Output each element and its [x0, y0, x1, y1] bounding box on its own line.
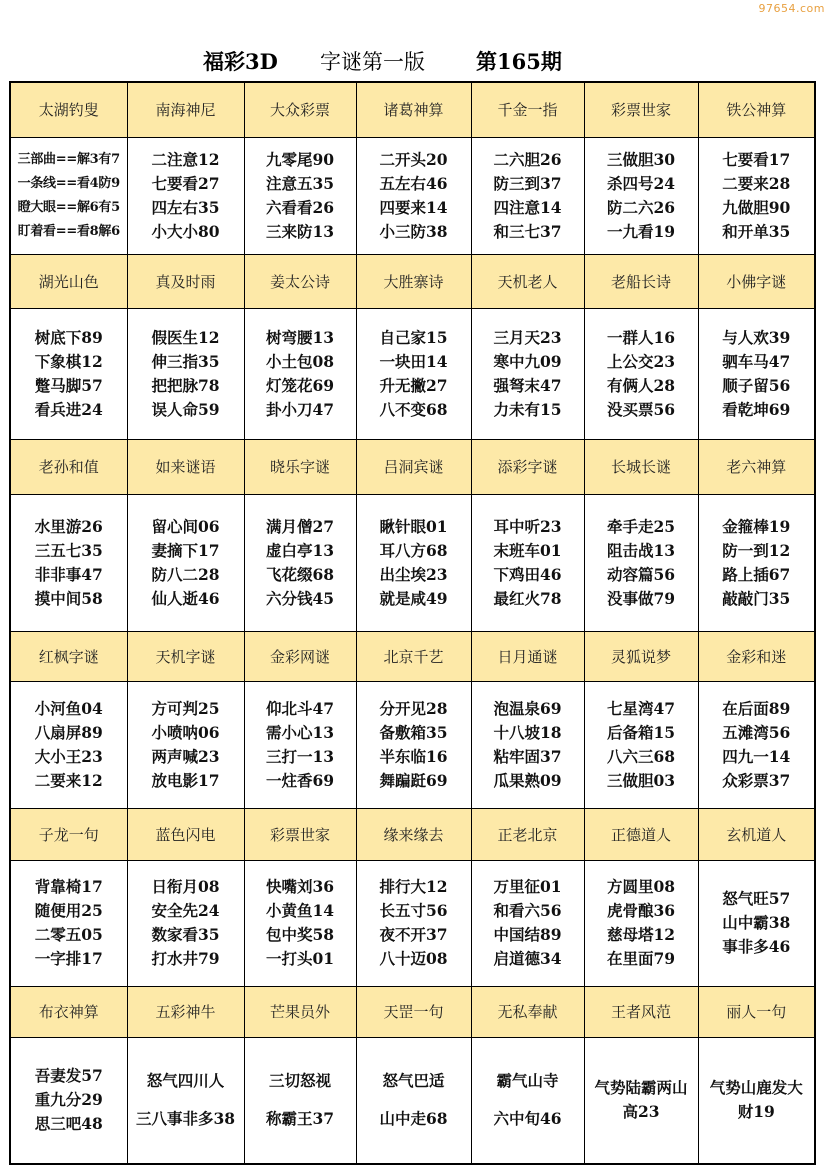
- author-header: 真及时雨: [127, 254, 244, 308]
- riddle-line: 强弩末47: [493, 375, 562, 395]
- author-header: 玄机道人: [698, 808, 815, 860]
- riddle-line: 三部曲==解3有7: [17, 151, 120, 167]
- page-title: [0, 44, 827, 78]
- author-header: 蓝色闪电: [127, 808, 244, 860]
- riddle-line: 怒气巴适: [382, 1071, 445, 1091]
- riddle-cell: [471, 860, 584, 986]
- riddle-line: 包中奖58: [265, 925, 335, 944]
- riddle-line: 误人命59: [151, 399, 220, 419]
- riddle-line: 舞蹁跹69: [379, 770, 448, 790]
- riddle-line: 一字排17: [34, 949, 103, 968]
- riddle-line: 一打头01: [265, 949, 335, 968]
- riddle-line: 分开见28: [379, 698, 448, 718]
- riddle-line: 仰北斗47: [265, 698, 335, 718]
- author-header: 太湖钓叟: [10, 82, 127, 137]
- author-header: 日月通谜: [471, 631, 584, 681]
- riddle-line: 耳八方68: [379, 540, 448, 560]
- author-header: 大众彩票: [244, 82, 356, 137]
- author-header: 金彩网谜: [244, 631, 356, 681]
- author-header: 无私奉献: [471, 986, 584, 1037]
- title-lottery: 福彩3D: [203, 49, 278, 74]
- riddle-line: 重九分29: [34, 1090, 103, 1110]
- riddle-line: 排行大12: [379, 877, 448, 896]
- riddle-line: 看乾坤69: [722, 399, 791, 419]
- riddle-line: 两声喊23: [151, 746, 220, 766]
- riddle-line: 后备箱15: [606, 722, 676, 742]
- riddle-line: 在后面89: [722, 698, 791, 718]
- riddle-line: 打水井79: [151, 949, 220, 968]
- riddle-cell: [244, 860, 356, 986]
- riddle-line: 树弯腰13: [265, 327, 335, 347]
- riddle-line: 启道德34: [493, 949, 562, 968]
- riddle-cell: [10, 494, 127, 631]
- riddle-line: 和三七37: [493, 221, 562, 241]
- riddle-line: 二注意12: [151, 149, 220, 169]
- riddle-cell: [244, 137, 356, 254]
- riddle-line: 路上插67: [722, 564, 791, 584]
- riddle-cell: [244, 1037, 356, 1164]
- riddle-line: 山中霸38: [722, 913, 791, 932]
- riddle-line: 满月僧27: [265, 516, 335, 536]
- riddle-cell: [471, 494, 584, 631]
- riddle-line: 有俩人28: [606, 375, 676, 395]
- riddle-line: 九零尾90: [265, 149, 335, 169]
- riddle-line: 霸气山寺: [496, 1071, 559, 1091]
- author-header: 铁公神算: [698, 82, 815, 137]
- riddle-line: 事非多46: [722, 937, 791, 956]
- riddle-line: 半东临16: [379, 746, 448, 766]
- header-row: [10, 439, 815, 494]
- riddle-line: 把把脉78: [151, 375, 220, 395]
- riddle-line: 灯笼花69: [265, 375, 335, 395]
- author-header: 南海神尼: [127, 82, 244, 137]
- riddle-line: 瞪大眼==解6有5: [17, 199, 120, 215]
- author-header: 如来谜语: [127, 439, 244, 494]
- riddle-line: 小三防38: [379, 221, 448, 241]
- riddle-line: 粘牢固37: [493, 746, 562, 766]
- riddle-line: 伸三指35: [151, 351, 220, 371]
- riddle-cell: [356, 681, 471, 808]
- riddle-line: 慈母塔12: [606, 925, 676, 944]
- riddle-line: 和看六56: [493, 901, 562, 920]
- riddle-line: 需小心13: [265, 722, 335, 742]
- riddle-line: 三来防13: [265, 221, 335, 241]
- riddle-line: 吾妻发57: [34, 1066, 103, 1086]
- riddle-cell: [244, 681, 356, 808]
- riddle-cell: [584, 308, 698, 439]
- riddle-line: 就是咸49: [379, 588, 448, 608]
- riddle-line: 耳中听23: [493, 516, 562, 536]
- riddle-cell: [10, 681, 127, 808]
- riddle-line: 五左右46: [379, 173, 448, 193]
- riddle-cell: [584, 860, 698, 986]
- header-row: [10, 631, 815, 681]
- riddle-line: 假医生12: [151, 327, 220, 347]
- riddle-cell: [127, 308, 244, 439]
- riddle-line: 一块田14: [379, 351, 448, 371]
- riddle-line: 三八事非多38: [135, 1109, 236, 1129]
- author-header: 长城长谜: [584, 439, 698, 494]
- riddle-line: 出尘埃23: [379, 564, 448, 584]
- riddle-line: 瓜果熟09: [493, 770, 562, 790]
- riddle-line: 日衔月08: [151, 877, 220, 896]
- riddle-line: 六分钱45: [265, 588, 335, 608]
- riddle-line: 上公交23: [606, 351, 676, 371]
- riddle-line: 顺子留56: [722, 375, 791, 395]
- author-header: 彩票世家: [244, 808, 356, 860]
- riddle-cell: [584, 137, 698, 254]
- riddle-line: 小喷呐06: [151, 722, 220, 742]
- riddle-line: 最红火78: [493, 588, 562, 608]
- riddle-cell: [698, 860, 815, 986]
- riddle-line: 留心间06: [151, 516, 220, 536]
- riddle-line: 小土包08: [265, 351, 335, 371]
- title-edition: 字谜第一版: [320, 50, 425, 74]
- author-header: 灵狐说梦: [584, 631, 698, 681]
- riddle-line: 七要看17: [722, 149, 791, 169]
- riddle-line: 小大小80: [151, 221, 220, 241]
- riddle-line: 牵手走25: [606, 516, 676, 536]
- riddle-line: 二要来12: [34, 770, 103, 790]
- riddle-line: 五滩湾56: [722, 722, 791, 742]
- riddle-cell: [698, 1037, 815, 1164]
- riddle-line: 自己家15: [379, 327, 448, 347]
- author-header: 彩票世家: [584, 82, 698, 137]
- riddle-line: 二开头20: [379, 149, 448, 169]
- author-header: 芒果员外: [244, 986, 356, 1037]
- header-row: [10, 82, 815, 137]
- riddle-line: 思三吧48: [34, 1114, 103, 1134]
- riddle-cell: [10, 860, 127, 986]
- riddle-line: 气势山鹿发大财19: [709, 1078, 803, 1122]
- riddle-line: 三做胆30: [606, 149, 676, 169]
- riddle-line: 防一到12: [722, 540, 791, 560]
- riddle-line: 八十迈08: [379, 949, 448, 968]
- riddle-line: 快嘴刘36: [265, 877, 335, 896]
- riddle-line: 非非事47: [34, 564, 103, 584]
- riddle-cell: [356, 137, 471, 254]
- riddle-line: 泡温泉69: [493, 698, 562, 718]
- riddle-line: 寒中九09: [493, 351, 562, 371]
- riddle-line: 与人欢39: [722, 327, 791, 347]
- author-header: 老孙和值: [10, 439, 127, 494]
- riddle-line: 没事做79: [606, 588, 676, 608]
- author-header: 布衣神算: [10, 986, 127, 1037]
- author-header: 五彩神牛: [127, 986, 244, 1037]
- author-header: 千金一指: [471, 82, 584, 137]
- riddle-cell: [471, 1037, 584, 1164]
- author-header: 老六神算: [698, 439, 815, 494]
- riddle-cell: [356, 494, 471, 631]
- riddle-line: 仙人逝46: [151, 588, 220, 608]
- riddle-line: 四要来14: [379, 197, 448, 217]
- author-header: 王者风范: [584, 986, 698, 1037]
- riddle-line: 大小王23: [34, 746, 103, 766]
- riddle-cell: [127, 1037, 244, 1164]
- riddle-cell: [471, 137, 584, 254]
- riddle-line: 小河鱼04: [34, 698, 103, 718]
- riddle-cell: [584, 681, 698, 808]
- riddle-line: 安全先24: [151, 901, 220, 920]
- riddle-line: 数家看35: [151, 925, 220, 944]
- author-header: 正德道人: [584, 808, 698, 860]
- riddle-cell: [698, 308, 815, 439]
- riddle-line: 七要看27: [151, 173, 220, 193]
- riddle-line: 一九看19: [606, 221, 676, 241]
- riddle-line: 下鸡田46: [493, 564, 562, 584]
- riddle-line: 防三到37: [493, 173, 562, 193]
- author-header: 添彩字谜: [471, 439, 584, 494]
- riddle-cell: [698, 494, 815, 631]
- riddle-line: 怒气四川人: [146, 1071, 225, 1091]
- riddle-line: 下象棋12: [34, 351, 103, 371]
- author-header: 小佛字谜: [698, 254, 815, 308]
- riddle-line: 随便用25: [34, 901, 103, 920]
- riddle-line: 驷车马47: [722, 351, 791, 371]
- site-watermark: 97654.com: [758, 2, 825, 15]
- riddle-line: 敲敲门35: [722, 588, 791, 608]
- riddle-line: 杀四号24: [606, 173, 676, 193]
- riddle-line: 三月天23: [493, 327, 562, 347]
- riddle-line: 一条线==看4防9: [17, 175, 120, 191]
- riddle-line: 夜不开37: [379, 925, 448, 944]
- author-header: 金彩和迷: [698, 631, 815, 681]
- riddle-row: [10, 681, 815, 808]
- author-header: 北京千艺: [356, 631, 471, 681]
- riddle-line: 四左右35: [151, 197, 220, 217]
- riddle-cell: [584, 1037, 698, 1164]
- riddle-line: 瞅针眼01: [379, 516, 448, 536]
- riddle-cell: [127, 860, 244, 986]
- author-header: 子龙一句: [10, 808, 127, 860]
- riddle-line: 末班车01: [493, 540, 562, 560]
- riddle-line: 一炷香69: [265, 770, 335, 790]
- riddle-line: 四九一14: [722, 746, 791, 766]
- riddle-cell: [584, 494, 698, 631]
- riddle-line: 二六胆26: [493, 149, 562, 169]
- riddle-cell: [10, 308, 127, 439]
- riddle-line: 背靠椅17: [34, 877, 103, 896]
- riddle-line: 看兵进24: [34, 399, 103, 419]
- author-header: 诸葛神算: [356, 82, 471, 137]
- riddle-line: 八不变68: [379, 399, 448, 419]
- riddle-line: 摸中间58: [34, 588, 103, 608]
- author-header: 缘来缘去: [356, 808, 471, 860]
- riddle-line: 妻摘下17: [151, 540, 220, 560]
- riddle-line: 防二六26: [606, 197, 676, 217]
- riddle-line: 三五七35: [34, 540, 103, 560]
- riddle-line: 升无撇27: [379, 375, 448, 395]
- riddle-row: [10, 137, 815, 254]
- author-header: 正老北京: [471, 808, 584, 860]
- riddle-cell: [356, 860, 471, 986]
- author-header: 天罡一句: [356, 986, 471, 1037]
- riddle-line: 二要来28: [722, 173, 791, 193]
- riddle-line: 三做胆03: [606, 770, 676, 790]
- riddle-table: [9, 81, 816, 1165]
- riddle-line: 和开单35: [722, 221, 791, 241]
- riddle-line: 众彩票37: [722, 770, 791, 790]
- riddle-cell: [127, 137, 244, 254]
- riddle-cell: [356, 1037, 471, 1164]
- riddle-line: 山中走68: [379, 1109, 448, 1129]
- riddle-line: 怒气旺57: [722, 889, 791, 908]
- riddle-line: 注意五35: [265, 173, 335, 193]
- riddle-cell: [698, 137, 815, 254]
- riddle-line: 备敷箱35: [379, 722, 448, 742]
- riddle-cell: [127, 494, 244, 631]
- riddle-line: 盯着看==看8解6: [17, 223, 120, 239]
- riddle-line: 长五寸56: [379, 901, 448, 920]
- riddle-line: 六中旬46: [493, 1109, 562, 1129]
- header-row: [10, 808, 815, 860]
- riddle-line: 放电影17: [151, 770, 220, 790]
- riddle-row: [10, 860, 815, 986]
- riddle-cell: [356, 308, 471, 439]
- riddle-line: 八扇屏89: [34, 722, 103, 742]
- riddle-line: 防八二28: [151, 564, 220, 584]
- riddle-line: 卦小刀47: [265, 399, 335, 419]
- riddle-line: 一群人16: [606, 327, 676, 347]
- riddle-line: 七星湾47: [606, 698, 676, 718]
- author-header: 丽人一句: [698, 986, 815, 1037]
- riddle-line: 蹩马脚57: [34, 375, 103, 395]
- riddle-line: 水里游26: [34, 516, 103, 536]
- riddle-cell: [10, 1037, 127, 1164]
- riddle-cell: [127, 681, 244, 808]
- riddle-line: 虎骨酿36: [606, 901, 676, 920]
- author-header: 大胜寨诗: [356, 254, 471, 308]
- riddle-line: 中国结89: [493, 925, 562, 944]
- riddle-cell: [244, 494, 356, 631]
- author-header: 红枫字谜: [10, 631, 127, 681]
- riddle-line: 称霸王37: [265, 1109, 335, 1129]
- riddle-line: 小黄鱼14: [265, 901, 335, 920]
- riddle-line: 力未有15: [493, 399, 562, 419]
- author-header: 吕洞宾谜: [356, 439, 471, 494]
- riddle-line: 方可判25: [151, 698, 220, 718]
- header-row: [10, 986, 815, 1037]
- riddle-cell: [471, 681, 584, 808]
- riddle-line: 万里征01: [493, 877, 562, 896]
- author-header: 姜太公诗: [244, 254, 356, 308]
- riddle-row: [10, 494, 815, 631]
- riddle-line: 八六三68: [606, 746, 676, 766]
- riddle-line: 阻击战13: [606, 540, 676, 560]
- riddle-line: 飞花缀68: [265, 564, 335, 584]
- riddle-line: 金箍棒19: [722, 516, 791, 536]
- author-header: 天机字谜: [127, 631, 244, 681]
- riddle-cell: [244, 308, 356, 439]
- riddle-line: 在里面79: [606, 949, 676, 968]
- riddle-line: 三切怒视: [268, 1071, 331, 1091]
- riddle-line: 九做胆90: [722, 197, 791, 217]
- riddle-line: 方圆里08: [606, 877, 676, 896]
- riddle-line: 二零五05: [34, 925, 103, 944]
- riddle-line: 气势陆霸两山高23: [594, 1078, 688, 1122]
- riddle-cell: [10, 137, 127, 254]
- author-header: 晓乐字谜: [244, 439, 356, 494]
- riddle-line: 树底下89: [34, 327, 103, 347]
- riddle-line: 三打一13: [265, 746, 335, 766]
- riddle-line: 动容篇56: [606, 564, 676, 584]
- title-issue: 第165期: [476, 49, 562, 74]
- riddle-line: 十八坡18: [493, 722, 562, 742]
- riddle-line: 六看看26: [265, 197, 335, 217]
- author-header: 湖光山色: [10, 254, 127, 308]
- riddle-cell: [698, 681, 815, 808]
- riddle-row: [10, 308, 815, 439]
- author-header: 老船长诗: [584, 254, 698, 308]
- header-row: [10, 254, 815, 308]
- riddle-line: 没买票56: [606, 399, 676, 419]
- riddle-line: 四注意14: [493, 197, 562, 217]
- author-header: 天机老人: [471, 254, 584, 308]
- riddle-line: 虚白亭13: [265, 540, 335, 560]
- riddle-row: [10, 1037, 815, 1164]
- riddle-cell: [471, 308, 584, 439]
